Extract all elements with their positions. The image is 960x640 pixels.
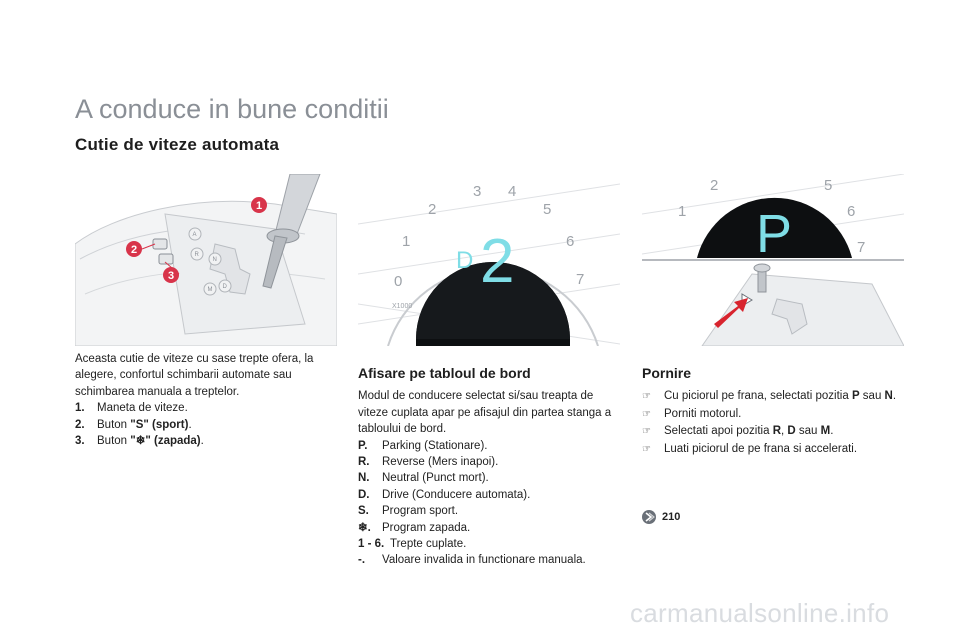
section-subtitle: Cutie de viteze automata [75, 135, 280, 154]
item-tail: . [200, 435, 204, 448]
item-text: sau [859, 390, 885, 403]
item-text: Valoare invalida in functionare manuala. [382, 554, 586, 567]
list-item [358, 503, 618, 519]
item-text: Selectati apoi pozitia [664, 425, 773, 438]
item-text: Luati piciorul de pe frana si accelerati. [664, 442, 858, 455]
item-bold: D [787, 425, 796, 438]
item-text: . [892, 390, 897, 403]
drive-mode-letter: D [456, 247, 474, 274]
callout-3 [163, 267, 179, 283]
item-text: Program sport. [382, 505, 459, 518]
bullet-icon: ☞ [642, 443, 651, 455]
item-key: S. [358, 505, 369, 518]
start-section [642, 365, 904, 458]
list-item [358, 536, 618, 552]
item-text: Porniti motorul. [664, 407, 742, 420]
list-item [358, 552, 618, 568]
item-tail: . [188, 418, 192, 431]
dashboard-display-svg [358, 174, 620, 346]
watermark: carmanualsonline.info [630, 598, 890, 628]
list-item [358, 438, 618, 454]
page-number: 210 [662, 511, 681, 523]
gate-label-d: D [222, 284, 227, 290]
item-text: sau [795, 425, 821, 438]
item-key: 1. [75, 402, 85, 415]
item-text: Buton [97, 418, 131, 431]
list-item [75, 433, 330, 449]
list-item [642, 441, 904, 458]
item-bold: R [772, 425, 781, 438]
bullet-icon: ☞ [642, 408, 651, 420]
gate-label-n: N [212, 257, 217, 263]
item-key: 2. [75, 418, 85, 431]
dashboard-display-illustration [358, 174, 620, 346]
dial-number-7: 7 [857, 239, 866, 256]
list-item [75, 417, 330, 433]
bullet-icon: ☞ [642, 426, 651, 438]
dial-number-3: 3 [473, 183, 482, 200]
display-position-letter: P [756, 204, 793, 264]
item-text: Neutral (Punct mort). [382, 472, 489, 485]
item-text: . [830, 425, 834, 438]
start-position-svg [642, 174, 904, 346]
gear-selector-svg [75, 174, 337, 346]
dial-number-7: 7 [576, 271, 585, 288]
item-key: 1 - 6. [358, 538, 385, 551]
item-key: D. [358, 488, 370, 501]
gate-label-r: R [194, 252, 199, 258]
item-bold: P [851, 390, 860, 403]
list-item [642, 406, 904, 423]
list-item [358, 470, 618, 486]
item-key: 3. [75, 435, 85, 448]
item-text: Drive (Conducere automata). [382, 488, 531, 501]
dial-number-1: 1 [402, 233, 411, 250]
dial-number-6: 6 [566, 233, 575, 250]
item-bold: "S" (sport) [130, 418, 189, 431]
item-text: Parking (Stationare). [382, 439, 488, 452]
dial-number-5: 5 [824, 177, 833, 194]
item-bold: M [820, 425, 831, 438]
display-section [358, 365, 618, 569]
list-item [358, 454, 618, 470]
list-item [642, 423, 904, 440]
item-key: N. [358, 472, 370, 485]
item-text: Trepte cuplate. [390, 538, 467, 551]
item-key: P. [358, 439, 368, 452]
svg-text:2: 2 [130, 244, 138, 256]
page-title: A conduce in bune conditii [75, 94, 389, 124]
page-number-badge [642, 510, 680, 524]
rpm-unit-label: X1000 [392, 303, 413, 310]
gate-label-m: M [207, 287, 213, 293]
dial-number-6: 6 [847, 203, 856, 220]
gear-selector-illustration [75, 174, 337, 346]
dial-number-4: 4 [508, 183, 517, 200]
svg-text:1: 1 [255, 200, 263, 212]
intro-section [75, 351, 330, 449]
item-text: Cu piciorul pe frana, selectati pozitia [664, 390, 852, 403]
item-text: Reverse (Mers inapoi). [382, 456, 499, 469]
display-text: Modul de conducere selectat si/sau treapta de viteze cuplata apar pe afisajul din partea stanga a tabloului de bord. [358, 390, 612, 436]
dial-number-2: 2 [428, 201, 437, 218]
list-item [358, 520, 618, 536]
bullet-icon: ☞ [642, 391, 651, 403]
dial-number-5: 5 [543, 201, 552, 218]
item-bold: N [884, 390, 893, 403]
dial-number-0: 0 [394, 273, 403, 290]
gate-label-a: A [192, 232, 197, 238]
callout-2 [126, 241, 142, 257]
dial-number-1: 1 [678, 203, 687, 220]
display-heading: Afisare pe tabloul de bord [358, 365, 531, 381]
svg-text:3: 3 [167, 270, 175, 282]
list-item [642, 388, 904, 405]
item-key: ❄. [358, 521, 371, 534]
engaged-gear-digit: 2 [480, 227, 515, 296]
item-key: -. [358, 554, 366, 567]
list-item [358, 487, 618, 503]
start-heading: Pornire [642, 365, 692, 381]
dial-number-2: 2 [710, 177, 719, 194]
sport-button [153, 239, 167, 249]
start-position-illustration [642, 174, 904, 346]
item-bold: "❄" (zapada) [130, 435, 201, 448]
item-text: Program zapada. [382, 521, 471, 534]
list-item [75, 400, 330, 416]
chapter-icon [642, 510, 656, 524]
callout-1 [251, 197, 267, 213]
intro-text: Aceasta cutie de viteze cu sase trepte ofera, la alegere, confortul schimbarii automate sau schimbarea manuala a treptelor. [75, 353, 314, 398]
item-text: Maneta de viteze. [97, 402, 188, 415]
item-text: , [781, 425, 788, 438]
item-key: R. [358, 456, 370, 469]
item-text: Buton [97, 435, 131, 448]
